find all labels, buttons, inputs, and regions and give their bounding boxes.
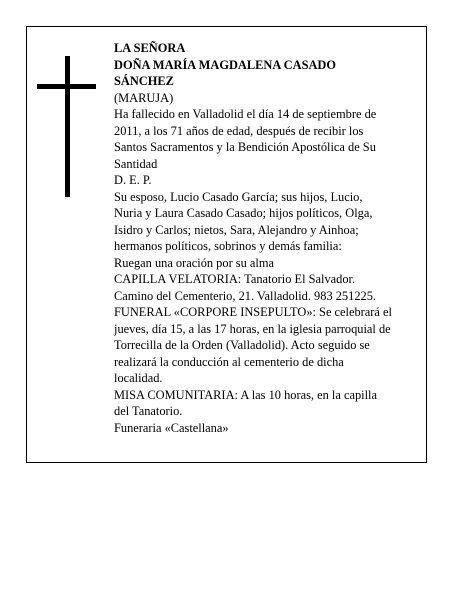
dep-text: D. E. P. — [114, 173, 152, 187]
funeral-line: FUNERAL «CORPORE INSEPULTO»: Se celebrará el — [114, 305, 392, 319]
death-line: Santidad — [114, 156, 158, 171]
funeral-line: jueves, día 15, a las 17 horas, en la iglesia parroquial de — [114, 321, 391, 336]
family-paragraph — [114, 189, 410, 255]
funeral-home: Funeraria «Castellana» — [114, 420, 229, 435]
funeral-line: Torrecilla de la Orden (Valladolid). Acto seguido se — [114, 338, 370, 352]
mass-line: del Tanatorio. — [114, 404, 183, 418]
funeral-paragraph — [114, 304, 410, 387]
death-line: Santos Sacramentos y la Bendición Apostólica de Su — [114, 140, 376, 154]
family-line: Nuria y Laura Casado Casado; hijos políticos, Olga, — [114, 206, 373, 220]
death-line: 2011, a los 71 años de edad, después de recibir los — [114, 123, 364, 138]
family-line: Isidro y Carlos; nietos, Sara, Alejandro y Ainhoa; — [114, 222, 359, 237]
prayer-text: Ruegan una oración por su alma — [114, 255, 274, 270]
chapel-line: Camino del Cementerio, 21. Valladolid. 983 251225. — [114, 288, 377, 303]
obituary-text — [114, 40, 410, 436]
family-line: Su esposo, Lucio Casado García; sus hijos, Lucio, — [114, 189, 363, 204]
funeral-line: realizará la conducción al cementerio de dicha — [114, 354, 344, 369]
chapel-line: CAPILLA VELATORIA: Tanatorio El Salvador. — [114, 272, 356, 286]
cross-icon — [65, 56, 70, 197]
chapel-paragraph — [114, 271, 410, 304]
cross-icon-bar — [37, 84, 96, 89]
death-paragraph — [114, 106, 410, 172]
heading-title: LA SEÑORA — [114, 41, 186, 55]
nickname: (MARUJA) — [114, 90, 174, 105]
deceased-name: DOÑA MARÍA MAGDALENA CASADO — [114, 57, 337, 72]
deceased-surname: SÁNCHEZ — [114, 74, 174, 88]
mass-paragraph — [114, 387, 410, 420]
mass-line: MISA COMUNITARIA: A las 10 horas, en la capilla — [114, 387, 377, 402]
family-line: hermanos políticos, sobrinos y demás familia: — [114, 239, 342, 253]
death-line: Ha fallecido en Valladolid el día 14 de septiembre de — [114, 107, 377, 121]
funeral-line: localidad. — [114, 371, 163, 385]
